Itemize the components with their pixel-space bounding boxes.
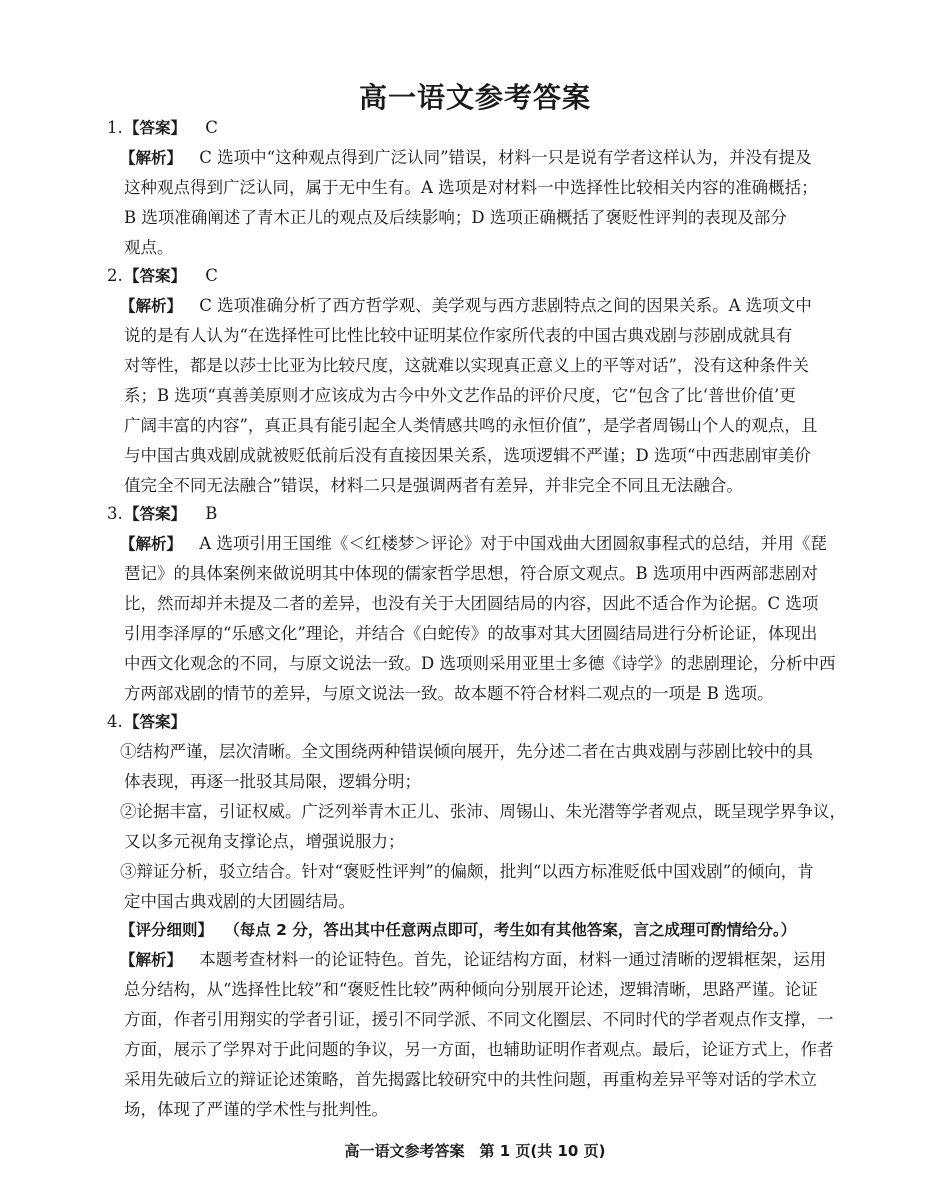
q4-analysis-line-4: 方面，展示了学界对于此问题的争议，另一方面，也辅助证明作者观点。最后，论证方式上，作者 [124, 1040, 834, 1059]
q4-analysis-text: 本题考查材料一的论证特色。首先，论证结构方面，材料一通过清晰的逻辑框架，运用 [199, 950, 827, 969]
q4-scoring-tag: 【评分细则】 [120, 921, 214, 939]
q4-analysis-line-1 [120, 948, 826, 972]
q4-answer-tag: 【答案】 [124, 713, 187, 731]
q2-number: 2. [107, 266, 123, 285]
q4-scoring-text: （每点 2 分，答出其中任意两点即可，考生如有其他答案，言之成理可酌情给分。） [224, 921, 797, 939]
q3-analysis-line-2: 琶记》的具体案例来做说明其中体现的儒家哲学思想，符合原文观点。B 选项用中西两部悲剧对 [124, 564, 818, 583]
q3-analysis-line-1 [120, 532, 827, 556]
q1-analysis-text: C 选项中“这种观点得到广泛认同”错误，材料一只是说有学者这样认为，并没有提及 [199, 148, 812, 167]
q2-answer-row [124, 264, 218, 288]
q2-analysis-line-6: 与中国古典戏剧成就被贬低前后没有直接因果关系，选项逻辑不严谨；D 选项“中西悲剧审美价 [124, 446, 811, 465]
q2-analysis-line-2: 说的是有人认为“在选择性可比性比较中证明某位作家所代表的中国古典戏剧与莎剧成就具有 [124, 326, 793, 345]
q2-analysis-line-4: 系；B 选项“真善美原则才应该成为古今中外文艺作品的评价尺度，它“包含了比‘普世价值’更 [124, 386, 796, 405]
page-footer: 高一语文参考答案 第 1 页(共 10 页) [344, 1142, 606, 1160]
q2-analysis-line-3: 对等性，都是以莎士比亚为比较尺度，这就难以实现真正意义上的平等对话”，没有这种条件关 [124, 356, 809, 375]
q2-answer-tag: 【答案】 [124, 267, 187, 285]
q2-analysis-line-1 [120, 294, 812, 318]
q4-analysis-line-3: 方面，作者引用翔实的学者引证，援引不同学派、不同文化圈层、不同时代的学者观点作支撑，一 [124, 1010, 834, 1029]
q2-analysis-tag: 【解析】 [120, 297, 183, 315]
q3-analysis-text: A 选项引用王国维《＜红楼梦＞评论》对于中国戏曲大团圆叙事程式的总结，并用《琵 [199, 534, 827, 553]
q3-answer-row [124, 502, 217, 526]
q4-analysis-tag: 【解析】 [120, 951, 183, 969]
q2-analysis-line-7: 值完全不同无法融合”错误，材料二只是强调两者有差异，并非完全不同且无法融合。 [124, 476, 743, 495]
q3-analysis-tag: 【解析】 [120, 535, 183, 553]
q3-analysis-line-4: 引用李泽厚的“乐感文化”理论，并结合《白蛇传》的故事对其大团圆结局进行分析论证，体现出 [124, 624, 818, 643]
q4-scoring-row [120, 918, 796, 942]
q4-point-3-line-1: ③辩证分析，驳立结合。针对“褒贬性评判”的偏颇，批判“以西方标准贬低中国戏剧”的倾向，肯 [120, 862, 814, 881]
q4-point-3-line-2: 定中国古典戏剧的大团圆结局。 [124, 892, 355, 911]
q1-analysis-tag: 【解析】 [120, 149, 183, 167]
q1-answer-tag: 【答案】 [124, 119, 187, 137]
q4-point-1-line-1: ①结构严谨，层次清晰。全文围绕两种错误倾向展开，先分述二者在古典戏剧与莎剧比较中的具 [120, 742, 813, 761]
q4-answer-row [124, 710, 186, 734]
q1-analysis-line-2: 这种观点得到广泛认同，属于无中生有。A 选项是对材料一中选择性比较相关内容的准确概括； [124, 178, 818, 197]
q3-analysis-line-6: 方两部戏剧的情节的差异，与原文说法一致。故本题不符合材料二观点的一项是 B 选项。 [124, 684, 774, 703]
q4-analysis-line-6: 场，体现了严谨的学术性与批判性。 [124, 1100, 388, 1119]
q4-analysis-line-2: 总分结构，从“选择性比较”和“褒贬性比较”两种倾向分别展开论述，逻辑清晰，思路严谨。论证 [124, 980, 818, 999]
q1-number: 1. [107, 118, 123, 137]
q3-answer: B [205, 504, 218, 523]
page-title: 高一语文参考答案 [358, 81, 591, 114]
q4-point-2-line-2: 又以多元视角支撑论点，增强说服力； [124, 832, 405, 851]
q1-answer-row [124, 116, 218, 140]
q4-point-2-line-1: ②论据丰富，引证权威。广泛列举青木正儿、张沛、周锡山、朱光潜等学者观点，既呈现学界争议， [120, 802, 846, 821]
q3-analysis-line-3: 比，然而却并未提及二者的差异，也没有关于大团圆结局的内容，因此不适合作为论据。C 选项 [124, 594, 819, 613]
q2-analysis-line-5: 广阔丰富的内容”，真正具有能引起全人类情感共鸣的永恒价值”，是学者周锡山个人的观点，且 [124, 416, 818, 435]
q1-answer: C [205, 118, 218, 137]
q1-analysis-line-4: 观点。 [124, 238, 174, 257]
q3-number: 3. [107, 504, 123, 523]
q3-analysis-line-5: 中西文化观念的不同，与原文说法一致。D 选项则采用亚里士多德《诗学》的悲剧理论，分析中西 [124, 654, 836, 673]
q3-answer-tag: 【答案】 [124, 505, 187, 523]
q2-answer: C [205, 266, 218, 285]
q4-analysis-line-5: 采用先破后立的辩证论述策略，首先揭露比较研究中的共性问题，再重构差异平等对话的学术立 [124, 1070, 817, 1089]
q2-analysis-text: C 选项准确分析了西方哲学观、美学观与西方悲剧特点之间的因果关系。A 选项文中 [199, 296, 812, 315]
q4-number: 4. [107, 712, 123, 731]
q4-point-1-line-2: 体表现，再逐一批驳其局限，逻辑分明； [124, 772, 421, 791]
q1-analysis-line-3: B 选项准确阐述了青木正儿的观点及后续影响；D 选项正确概括了褒贬性评判的表现及部分 [124, 208, 787, 227]
q1-analysis-line-1 [120, 146, 812, 170]
